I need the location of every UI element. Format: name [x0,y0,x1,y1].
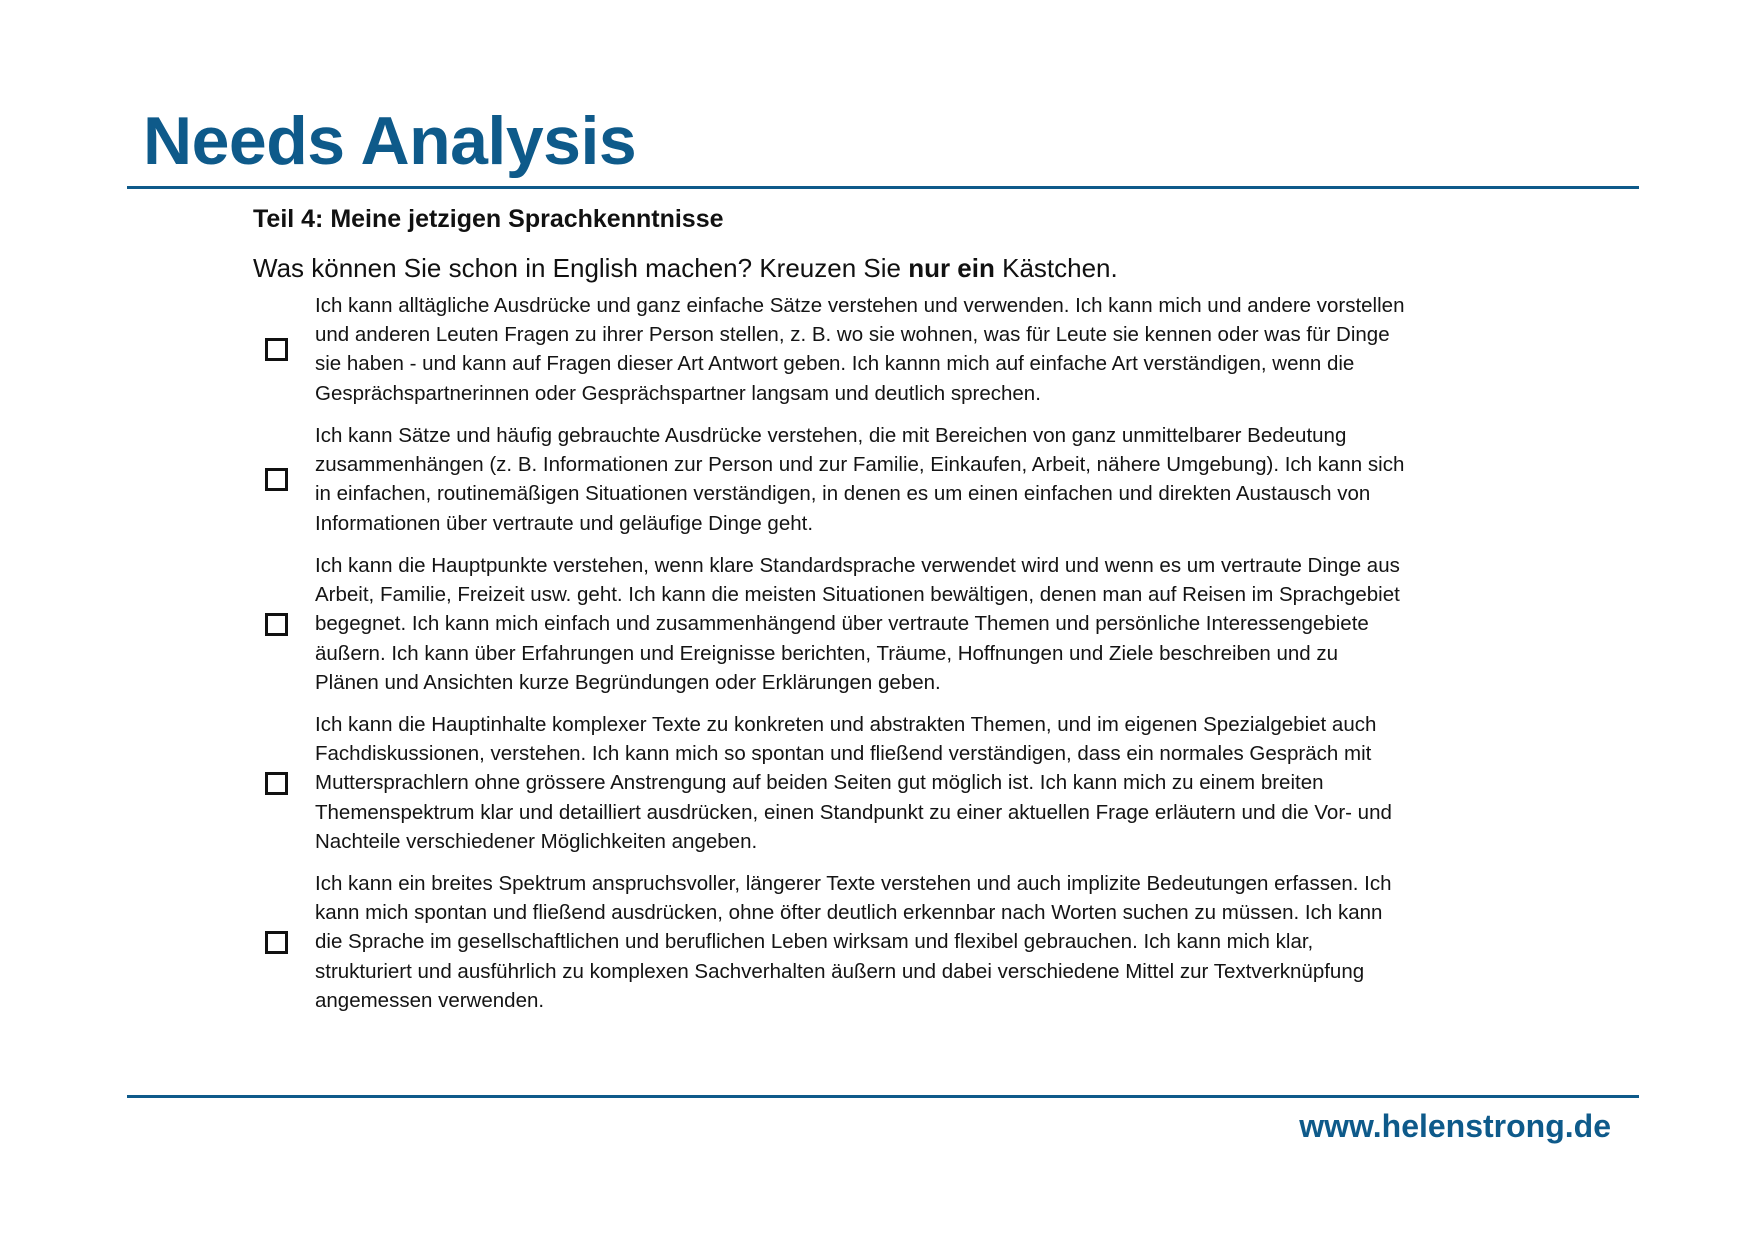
language-level-option-4[interactable] [265,710,1415,856]
footer-website-link[interactable]: www.helenstrong.de [1299,1108,1611,1144]
checkbox-3[interactable] [265,613,288,636]
checkbox-2[interactable] [265,468,288,491]
option-description-3: Ich kann die Hauptpunkte verstehen, wenn klare Standardsprache verwendet wird und wenn es um vertraute Dinge aus Arbeit, Familie, Freizeit usw. geht. Ich kann die meisten Situationen bewältigen, denen man auf Reisen im Sprachgebiet begegnet. Ich kann mich einfach und zusammenhängend über vertraute Themen und persönliche Interessengebiete äußern. Ich kann über Erfahrungen und Ereignisse berichten, Träume, Hoffnungen und Ziele beschreiben und zu Plänen und Ansichten kurze Begründungen oder Erklärungen geben. [315,554,1400,694]
header-divider [127,186,1639,189]
option-description-4: Ich kann die Hauptinhalte komplexer Texte zu konkreten und abstrakten Themen, und im eigenen Spezialgebiet auch Fachdiskussionen, verstehen. Ich kann mich so spontan und fließend verständigen, dass ein normales Gespräch mit Muttersprachlern ohne grössere Anstrengung auf beiden Seiten gut möglich ist. Ich kann mich zu einem breiten Themenspektrum klar und detailliert ausdrücken, einen Standpunkt zu einer aktuellen Frage erläutern und die Vor- und Nachteile verschiedener Möglichkeiten angeben. [315,713,1392,853]
page-title: Needs Analysis [143,103,637,179]
footer-divider [127,1095,1639,1098]
checkbox-4[interactable] [265,772,288,795]
checkbox-1[interactable] [265,338,288,361]
option-description-2: Ich kann Sätze und häufig gebrauchte Ausdrücke verstehen, die mit Bereichen von ganz unmittelbarer Bedeutung zusammenhängen (z. B. Informationen zur Person und zur Familie, Einkaufen, Arbeit, nähere Umgebung). Ich kann sich in einfachen, routinemäßigen Situationen verständigen, in denen es um einen einfachen und direkten Austausch von Informationen über vertraute und geläufige Dinge geht. [315,424,1405,535]
instruction-emphasis: nur ein [908,253,995,283]
language-level-option-5[interactable] [265,869,1415,1015]
section-heading: Teil 4: Meine jetzigen Sprachkenntnisse [253,205,724,233]
instruction-text-end: Kästchen. [994,253,1118,283]
instruction-text-start: Was können Sie schon in English machen? Kreuzen Sie [253,253,909,283]
option-description-5: Ich kann ein breites Spektrum anspruchsvoller, längerer Texte verstehen und auch implizite Bedeutungen erfassen. Ich kann mich spontan und fließend ausdrücken, ohne öfter deutlich erkennbar nach Worten suchen zu müssen. Ich kann die Sprache im gesellschaftlichen und beruflichen Leben wirksam und flexibel gebrauchen. Ich kann mich klar, strukturiert und ausführlich zu komplexen Sachverhalten äußern und dabei verschiedene Mittel zur Textverknüpfung angemessen verwenden. [315,872,1392,1012]
option-description-1: Ich kann alltägliche Ausdrücke und ganz einfache Sätze verstehen und verwenden. Ich kann mich und andere vorstellen und anderen Leuten Fragen zu ihrer Person stellen, z. B. wo sie wohnen, was für Leute sie kennen oder was für Dinge sie haben - und kann auf Fragen dieser Art Antwort geben. Ich kannn mich auf einfache Art verständigen, wenn die Gesprächspartnerinnen oder Gesprächspartner langsam und deutlich sprechen. [315,294,1405,405]
instruction-text [253,250,1118,286]
checkbox-5[interactable] [265,931,288,954]
language-level-option-1[interactable] [265,291,1415,408]
language-level-option-3[interactable] [265,551,1415,697]
language-level-option-2[interactable] [265,421,1415,538]
